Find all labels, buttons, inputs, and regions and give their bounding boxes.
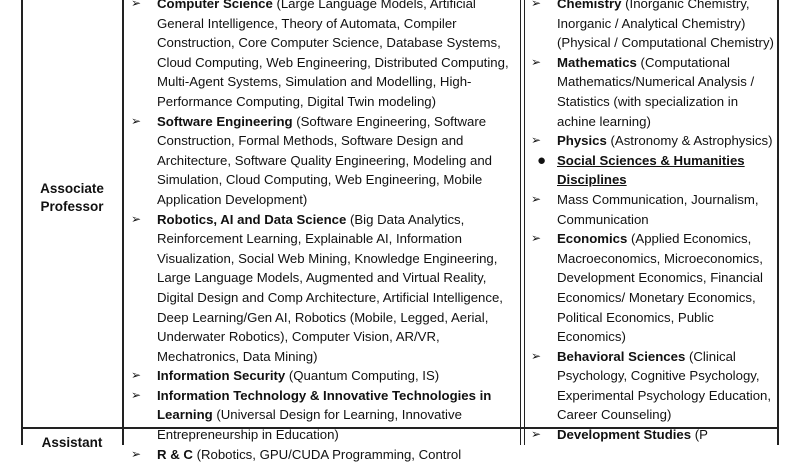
subject-item [131,445,519,464]
subject-detail: (Large Language Models, Artificial General Intelligence, Theory of Automata, Compiler Construction, Core Computer Science, Database Systems, Cloud Computing, Web Engineering, Distributed Computing, Multi-Agent Systems, Simulation and Modelling, High-Performance Computing, Digital Twin modeling) [157,0,509,109]
table-border-right [777,0,779,445]
subject-detail: (P [691,427,708,443]
subject-heading: Software Engineering [157,113,293,129]
subject-heading: Chemistry [557,0,622,11]
left-subject-list [131,0,519,464]
dot-bullet-icon: ● [537,151,547,169]
subject-detail: (Quantum Computing, IS) [285,368,440,384]
subject-item [531,190,775,229]
arrow-bullet-icon: ➢ [131,211,142,226]
subject-item [531,0,775,53]
subject-heading: R & C [157,446,193,462]
arrow-bullet-icon: ➢ [531,133,542,148]
column-divider-double-a [520,0,521,445]
arrow-bullet-icon: ➢ [131,368,142,383]
arrow-bullet-icon: ➢ [131,446,142,461]
role-associate-professor: Associate Professor [40,181,104,214]
subject-heading: Development Studies [557,427,692,443]
subject-detail: (Clinical Psychology, Cognitive Psychology, Experimental Psychology Education, Career Counseling) [557,348,772,423]
role-assistant: Assistant [41,435,103,450]
subject-heading: Social Sciences & Humanities Disciplines [557,152,745,188]
subject-item [531,425,775,445]
subject-heading: Information Technology & Innovative Technologies in Learning [157,387,492,423]
arrow-bullet-icon: ➢ [131,113,142,128]
subject-heading: Information Security [157,368,286,384]
subject-detail: (Robotics, GPU/CUDA Programming, Control [192,446,462,462]
subject-item [531,151,775,190]
column-divider-double-b [524,0,525,445]
column-divider [122,0,124,445]
arrow-bullet-icon: ➢ [531,427,542,442]
arrow-bullet-icon: ➢ [131,0,142,10]
arrow-bullet-icon: ➢ [531,191,542,206]
subject-detail: (Astronomy & Astrophysics) [606,133,773,149]
table-border-left [21,0,23,445]
subject-item [131,386,519,445]
subject-heading: Behavioral Sciences [557,348,686,364]
arrow-bullet-icon: ➢ [531,348,542,363]
subject-item [131,210,519,367]
subject-heading: Economics [557,231,628,247]
subject-heading: Physics [557,133,607,149]
arrow-bullet-icon: ➢ [531,0,542,10]
subject-detail: (Big Data Analytics, Reinforcement Learning, Explainable AI, Information Visualization, Social Web Mining, Knowledge Engineering, Large Language Models, Augmented and Virtual Reality, Digital Design and Comp Architecture, Artificial Intelligence, Deep Learning/Gen AI, Robotics (Mobile, Legged, Aerial, Underwater Robotics), Computer Vision, AR/VR, Mechatronics, Data Mining) [157,211,503,364]
subject-detail: (Computational Mathematics/Numerical Analysis / Statistics (with specialization in achine learning) [557,54,755,129]
arrow-bullet-icon: ➢ [131,387,142,402]
subject-item [131,0,519,112]
subject-detail: Mass Communication, Journalism, Communication [557,191,759,227]
subject-detail: (Universal Design for Learning, Innovative Entrepreneurship in Education) [157,407,462,443]
subject-detail: (Software Engineering, Software Construction, Formal Methods, Software Design and Architecture, Software Quality Engineering, Modeling and Simulation, Cloud Computing, Web Engineering, Mobile Application Development) [157,113,492,207]
subject-heading: Mathematics [557,54,637,70]
subject-item [131,366,519,386]
subject-item [531,347,775,425]
subject-detail: (Applied Economics, Macroeconomics, Microeconomics, Development Economics, Financial Economics/ Monetary Economics, Political Economics, Public Economics) [557,231,763,345]
right-subject-list [531,0,775,445]
subject-item [531,229,775,347]
arrow-bullet-icon: ➢ [531,231,542,246]
subject-detail: (Inorganic Chemistry, Inorganic / Analytical Chemistry) (Physical / Computational Chemistry) [557,0,774,51]
subject-item [531,53,775,131]
subject-heading: Computer Science [157,0,273,11]
arrow-bullet-icon: ➢ [531,54,542,69]
subject-item [531,131,775,151]
subject-heading: Robotics, AI and Data Science [157,211,347,227]
subject-item [131,112,519,210]
